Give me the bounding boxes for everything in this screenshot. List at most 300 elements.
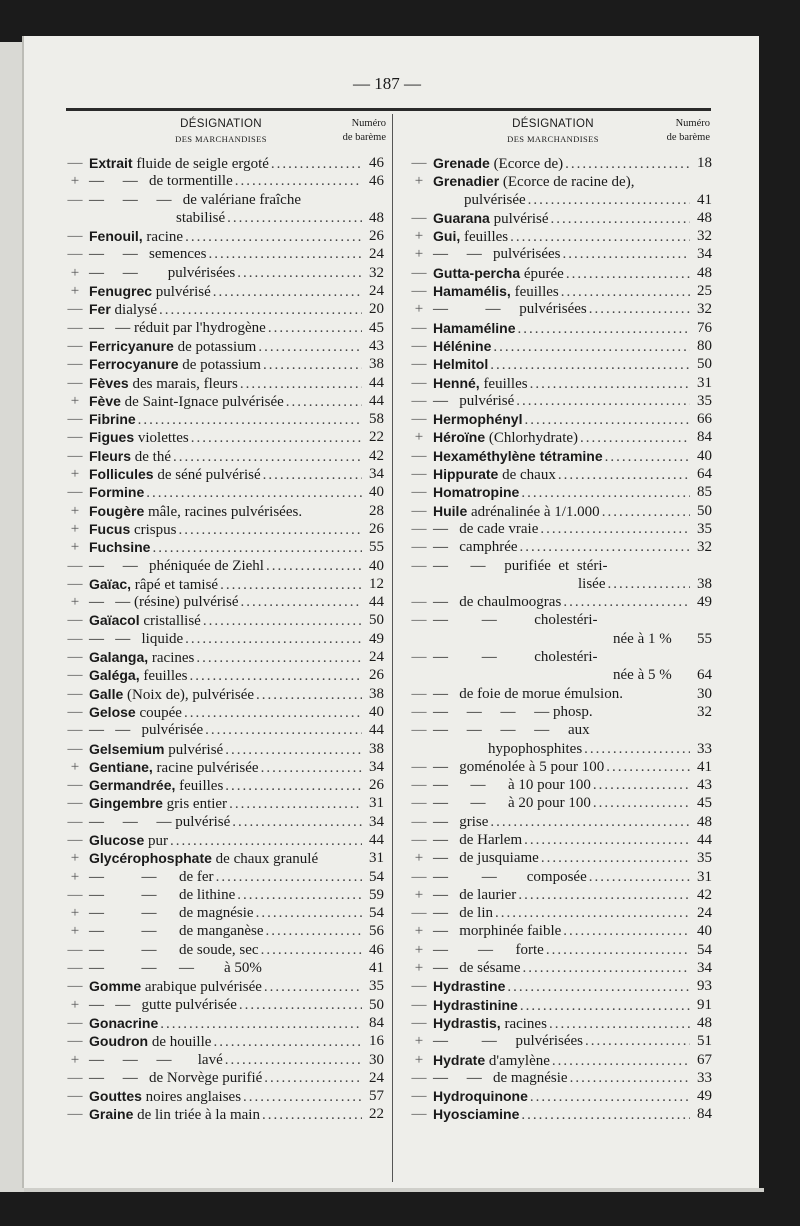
row-mark: — xyxy=(411,264,427,281)
entry-name: Gelose xyxy=(89,703,136,720)
dot-leader xyxy=(227,209,362,227)
row-mark: + xyxy=(414,1051,424,1068)
bareme-number: 31 xyxy=(369,795,384,812)
list-item xyxy=(64,483,384,501)
bareme-number: 38 xyxy=(369,740,384,757)
entry-text: pulvérisé xyxy=(152,284,211,301)
row-mark: + xyxy=(414,228,424,245)
entry-name: Graine xyxy=(89,1106,134,1123)
dot-leader xyxy=(593,794,690,812)
row-mark: — xyxy=(67,246,83,263)
dot-leader xyxy=(490,813,690,831)
entry-text: cristallisé xyxy=(139,613,201,630)
entry-text: née à 1 % xyxy=(613,630,672,647)
entry-name: Homatropine xyxy=(433,484,520,501)
dot-leader xyxy=(264,978,362,996)
row-mark: — xyxy=(411,356,427,373)
bareme-number: 41 xyxy=(697,191,712,208)
bareme-number: 26 xyxy=(369,777,384,794)
right-column-list xyxy=(408,154,712,1124)
entry-text: — — de tormentille xyxy=(89,173,233,190)
row-mark: — xyxy=(411,868,427,885)
entry-name: Hamamélis, xyxy=(433,283,511,300)
entry-name: Hydrastinine xyxy=(433,996,518,1013)
bareme-number: 40 xyxy=(369,703,384,720)
entry-text: de Saint-Ignace pulvérisée xyxy=(120,393,284,410)
row-mark: + xyxy=(70,264,80,281)
list-item xyxy=(64,1087,384,1105)
list-item xyxy=(408,428,712,446)
dot-leader xyxy=(185,630,362,648)
entry-name: Gonacrine xyxy=(89,1014,159,1031)
entry-text: — — gutte pulvérisée xyxy=(89,996,237,1013)
left-column-header xyxy=(66,118,386,148)
bareme-number: 32 xyxy=(369,264,384,281)
list-item xyxy=(64,447,384,465)
row-mark: — xyxy=(67,795,83,812)
row-mark: + xyxy=(414,429,424,446)
entry-text: — de chaulmoogras xyxy=(433,594,562,611)
dot-leader xyxy=(261,941,362,959)
row-mark: — xyxy=(411,996,427,1013)
entry-text: crispus xyxy=(130,521,177,538)
bareme-number: 16 xyxy=(369,1033,384,1050)
row-mark: + xyxy=(70,996,80,1013)
row-mark: — xyxy=(411,447,427,464)
list-item xyxy=(408,794,712,812)
bareme-number: 34 xyxy=(697,960,712,977)
row-mark: — xyxy=(411,685,427,702)
bareme-number: 28 xyxy=(369,502,384,519)
list-item xyxy=(408,648,712,666)
entry-text: — — forte xyxy=(433,941,544,958)
dot-leader xyxy=(237,264,362,282)
entry-text: (Ecorce de) xyxy=(489,156,564,172)
row-mark: — xyxy=(67,447,83,464)
row-mark: — xyxy=(67,228,83,245)
bareme-number: 33 xyxy=(697,740,712,757)
list-item xyxy=(64,410,384,428)
entry-text: arabique pulvérisée xyxy=(141,979,262,996)
bareme-number: 43 xyxy=(697,777,712,794)
bareme-number: 25 xyxy=(697,283,712,300)
column-separator xyxy=(392,114,393,1182)
bareme-number: 59 xyxy=(369,886,384,903)
entry-text: (Noix de), pulvérisée xyxy=(123,686,255,703)
bareme-number: 48 xyxy=(697,209,712,226)
entry-text: de lin triée à la main xyxy=(133,1107,260,1124)
bareme-number: 80 xyxy=(697,337,712,354)
row-mark: — xyxy=(67,740,83,757)
entry-name: Gingembre xyxy=(89,795,163,812)
bareme-number: 84 xyxy=(697,1106,712,1123)
bareme-number: 48 xyxy=(697,264,712,281)
row-mark: — xyxy=(411,722,427,739)
entry-name: Héroïne xyxy=(433,429,486,446)
list-item xyxy=(408,831,712,849)
list-item xyxy=(64,575,384,593)
list-item xyxy=(408,593,712,611)
list-item xyxy=(408,483,712,501)
dot-leader xyxy=(208,245,362,263)
bareme-number: 85 xyxy=(697,484,712,501)
list-item xyxy=(64,172,384,190)
row-mark: + xyxy=(70,466,80,483)
list-item xyxy=(408,758,712,776)
entry-name: Grenade xyxy=(433,155,490,171)
list-item xyxy=(64,941,384,959)
left-column-list xyxy=(64,154,384,1124)
row-mark: — xyxy=(411,649,427,666)
entry-text: — — — lavé xyxy=(89,1051,223,1068)
entry-text: — — — pulvérisé xyxy=(89,813,231,830)
list-item xyxy=(408,1032,712,1050)
list-item xyxy=(64,319,384,337)
dot-leader xyxy=(520,538,690,556)
list-item xyxy=(64,813,384,831)
bareme-number: 40 xyxy=(697,923,712,940)
row-mark: — xyxy=(67,1069,83,1086)
list-item xyxy=(408,740,712,758)
list-item xyxy=(64,959,384,977)
dot-leader xyxy=(546,941,690,959)
entry-name: Galanga, xyxy=(89,649,149,666)
list-item xyxy=(408,520,712,538)
entry-name: Fenugrec xyxy=(89,283,153,300)
entry-name: Fenouil, xyxy=(89,228,143,245)
row-mark: — xyxy=(411,777,427,794)
page-bottom-edge xyxy=(24,1188,764,1192)
list-item xyxy=(64,355,384,373)
list-item xyxy=(64,465,384,483)
list-item xyxy=(408,1014,712,1032)
bareme-number: 45 xyxy=(697,795,712,812)
entry-text: (Chlorhydrate) xyxy=(485,430,579,447)
dot-leader xyxy=(540,520,690,538)
entry-text: adrénalinée à 1/1.000 xyxy=(467,503,600,520)
dot-leader xyxy=(530,1088,690,1106)
header-rule xyxy=(66,108,711,111)
bareme-number: 18 xyxy=(697,155,712,171)
row-mark: — xyxy=(411,557,427,574)
bareme-number: 24 xyxy=(369,1069,384,1086)
row-mark: — xyxy=(411,283,427,300)
list-item xyxy=(408,685,712,703)
entry-text: de thé xyxy=(131,448,171,465)
dot-leader xyxy=(213,283,362,301)
bareme-number: 35 xyxy=(697,850,712,867)
list-item xyxy=(64,740,384,758)
row-mark: + xyxy=(414,301,424,318)
bareme-number: 40 xyxy=(697,447,712,464)
row-mark: — xyxy=(411,795,427,812)
list-item xyxy=(408,904,712,922)
dot-leader xyxy=(229,795,362,813)
bareme-number: 44 xyxy=(369,594,384,611)
row-mark: — xyxy=(67,630,83,647)
bareme-number: 34 xyxy=(697,246,712,263)
entry-text: — — à 10 pour 100 xyxy=(433,777,591,794)
row-mark: — xyxy=(67,411,83,428)
entry-text: née à 5 % xyxy=(613,667,672,684)
dot-leader xyxy=(160,1015,362,1033)
list-item xyxy=(64,849,384,867)
dot-leader xyxy=(190,667,363,685)
entry-text: — — liquide xyxy=(89,630,184,647)
list-item xyxy=(64,758,384,776)
dot-leader xyxy=(262,1106,362,1124)
bareme-number: 84 xyxy=(369,1014,384,1031)
entry-name: Hydrastis, xyxy=(433,1014,501,1031)
bareme-number: 32 xyxy=(697,228,712,245)
row-mark: + xyxy=(70,905,80,922)
entry-text: — morphinée faible xyxy=(433,923,562,940)
dot-leader xyxy=(522,959,690,977)
row-mark: + xyxy=(70,594,80,611)
bareme-number: 44 xyxy=(369,831,384,848)
entry-name: Helmitol xyxy=(433,356,489,373)
entry-text: pulvérisé xyxy=(489,210,549,227)
dot-leader xyxy=(240,375,362,393)
page-number: — 187 — xyxy=(353,74,421,93)
bareme-number: 91 xyxy=(697,996,712,1013)
entry-text: — — purifiée et stéri- xyxy=(433,557,608,574)
dot-leader xyxy=(589,300,690,318)
previous-page-edge xyxy=(0,42,24,1192)
list-item xyxy=(408,392,712,410)
entry-name: Henné, xyxy=(433,374,480,391)
row-mark: — xyxy=(411,612,427,629)
row-mark: — xyxy=(411,905,427,922)
entry-text: feuilles xyxy=(479,375,528,392)
row-mark: — xyxy=(67,575,83,592)
list-item xyxy=(64,209,384,227)
bareme-number: 20 xyxy=(369,301,384,318)
list-item xyxy=(408,355,712,373)
bareme-number: 57 xyxy=(369,1088,384,1105)
bareme-number: 34 xyxy=(369,813,384,830)
dot-leader xyxy=(225,741,362,759)
entry-name: Extrait xyxy=(89,155,133,171)
bareme-number: 44 xyxy=(369,392,384,409)
row-mark: — xyxy=(67,484,83,501)
row-mark: — xyxy=(411,484,427,501)
bareme-number: 50 xyxy=(369,996,384,1013)
entry-text: de séné pulvérisé xyxy=(153,467,261,484)
entry-text: — — de fer xyxy=(89,868,214,885)
entry-text: noires anglaises xyxy=(141,1089,242,1106)
bareme-number: 46 xyxy=(369,155,384,171)
entry-text: — camphrée xyxy=(433,539,518,556)
list-item xyxy=(408,502,712,520)
entry-text: de houille xyxy=(148,1034,212,1051)
row-mark: + xyxy=(70,502,80,519)
dot-leader xyxy=(562,245,690,263)
dot-leader xyxy=(191,429,362,447)
dot-leader xyxy=(266,922,362,940)
row-mark: — xyxy=(67,1088,83,1105)
dot-leader xyxy=(178,521,362,539)
dot-leader xyxy=(524,831,690,849)
list-item xyxy=(64,794,384,812)
bareme-number: 24 xyxy=(697,905,712,922)
dot-leader xyxy=(256,686,362,704)
entry-name: Fibrine xyxy=(89,411,136,428)
entry-text: — de foie de morue émulsion. xyxy=(433,685,623,702)
dot-leader xyxy=(263,466,362,484)
dot-leader xyxy=(263,356,362,374)
entry-name: Ferrocyanure xyxy=(89,356,179,373)
list-item xyxy=(64,191,384,209)
entry-text: coupée xyxy=(135,704,182,721)
dot-leader xyxy=(203,612,362,630)
dot-leader xyxy=(239,996,362,1014)
row-mark: — xyxy=(67,1014,83,1031)
entry-text: — de lin xyxy=(433,905,493,922)
row-mark: — xyxy=(411,594,427,611)
dot-leader xyxy=(271,155,362,173)
list-item xyxy=(64,977,384,995)
entry-name: Hamaméline xyxy=(433,319,516,336)
dot-leader xyxy=(520,997,690,1015)
entry-text: — de jusquiame xyxy=(433,850,539,867)
list-item xyxy=(64,831,384,849)
entry-text: fluide de seigle ergoté xyxy=(132,156,269,172)
row-mark: — xyxy=(67,429,83,446)
entry-text: — — semences xyxy=(89,246,207,263)
dot-leader xyxy=(563,922,690,940)
entry-text: — — réduit par l'hydrogène xyxy=(89,319,266,336)
bareme-number: 54 xyxy=(369,905,384,922)
list-item xyxy=(408,703,712,721)
row-mark: — xyxy=(67,813,83,830)
dot-leader xyxy=(549,1015,690,1033)
dot-leader xyxy=(558,466,690,484)
bareme-number: 93 xyxy=(697,978,712,995)
bareme-number: 24 xyxy=(369,283,384,300)
dot-leader xyxy=(185,228,362,246)
entry-text: — de laurier xyxy=(433,886,517,903)
entry-text: — de sésame xyxy=(433,960,521,977)
dot-leader xyxy=(286,393,362,411)
list-item xyxy=(408,154,712,172)
dot-leader xyxy=(225,777,362,795)
entry-name: Goudron xyxy=(89,1033,149,1050)
designation-heading: DÉSIGNATION DES MARCHANDISES xyxy=(175,118,267,144)
list-item xyxy=(408,922,712,940)
entry-text: — — pulvérisées xyxy=(433,1033,583,1050)
entry-name: Hexaméthylène tétramine xyxy=(433,447,603,464)
row-mark: — xyxy=(411,703,427,720)
row-mark: + xyxy=(414,886,424,903)
bareme-number: 67 xyxy=(697,1051,712,1068)
bareme-number: 41 xyxy=(369,960,384,977)
row-mark: — xyxy=(67,301,83,318)
list-item xyxy=(408,209,712,227)
right-column-header xyxy=(404,118,710,148)
list-item xyxy=(408,1051,712,1069)
row-mark: — xyxy=(67,703,83,720)
entry-text: — — pulvérisées xyxy=(89,264,236,281)
entry-name: Hyosciamine xyxy=(433,1106,520,1123)
entry-text: feuilles xyxy=(510,284,559,301)
entry-text: mâle, racines pulvérisées. xyxy=(144,503,303,520)
bareme-number: 35 xyxy=(369,978,384,995)
row-mark: — xyxy=(411,155,427,171)
dot-leader xyxy=(580,429,690,447)
row-mark: — xyxy=(411,502,427,519)
bareme-number: 40 xyxy=(369,484,384,501)
list-item xyxy=(408,996,712,1014)
bareme-number: 31 xyxy=(697,374,712,391)
row-mark: + xyxy=(70,868,80,885)
dot-leader xyxy=(565,155,690,173)
bareme-number: 46 xyxy=(369,173,384,190)
bareme-number: 26 xyxy=(369,228,384,245)
entry-text: — de Harlem xyxy=(433,831,523,848)
entry-name: Gentiane, xyxy=(89,758,153,775)
bareme-number: 35 xyxy=(697,520,712,537)
bareme-number: 54 xyxy=(697,941,712,958)
list-item xyxy=(64,1069,384,1087)
entry-text: pur xyxy=(144,832,168,849)
entry-name: Hippurate xyxy=(433,466,499,483)
entry-name: Formine xyxy=(89,484,145,501)
entry-name: Gui, xyxy=(433,228,461,245)
dot-leader xyxy=(528,191,690,209)
row-mark: + xyxy=(414,850,424,867)
row-mark: — xyxy=(411,209,427,226)
bareme-number: 26 xyxy=(369,667,384,684)
list-item xyxy=(408,374,712,392)
dot-leader xyxy=(570,1069,690,1087)
bareme-number: 22 xyxy=(369,1106,384,1123)
entry-name: Gutta-percha xyxy=(433,264,521,281)
dot-leader xyxy=(159,301,362,319)
entry-text: — — de lithine xyxy=(89,886,236,903)
entry-name: Huile xyxy=(433,502,468,519)
entry-name: Guarana xyxy=(433,209,490,226)
row-mark: — xyxy=(411,466,427,483)
dot-leader xyxy=(213,1033,362,1051)
dot-leader xyxy=(241,593,362,611)
entry-text: — — cholestéri- xyxy=(433,612,598,629)
bareme-number: 50 xyxy=(697,502,712,519)
entry-name: Fucus xyxy=(89,520,131,537)
row-mark: + xyxy=(70,923,80,940)
entry-text: — — — à 50% xyxy=(89,960,262,977)
row-mark: — xyxy=(411,1106,427,1123)
row-mark: — xyxy=(67,337,83,354)
list-item xyxy=(64,538,384,556)
list-item xyxy=(64,593,384,611)
bareme-number: 64 xyxy=(697,466,712,483)
list-item xyxy=(408,1087,712,1105)
bareme-number: 48 xyxy=(697,1014,712,1031)
entry-text: feuilles xyxy=(175,778,224,795)
list-item xyxy=(64,337,384,355)
bareme-number: 38 xyxy=(697,575,712,592)
dot-leader xyxy=(237,886,362,904)
entry-text: — — — — aux xyxy=(433,722,590,739)
row-mark: + xyxy=(414,173,424,190)
entry-text: des marais, fleurs xyxy=(128,375,238,392)
entry-name: Grenadier xyxy=(433,173,500,190)
entry-text: pulvérisée xyxy=(464,191,526,208)
list-item xyxy=(408,849,712,867)
dot-leader xyxy=(493,338,690,356)
dot-leader xyxy=(235,172,362,190)
